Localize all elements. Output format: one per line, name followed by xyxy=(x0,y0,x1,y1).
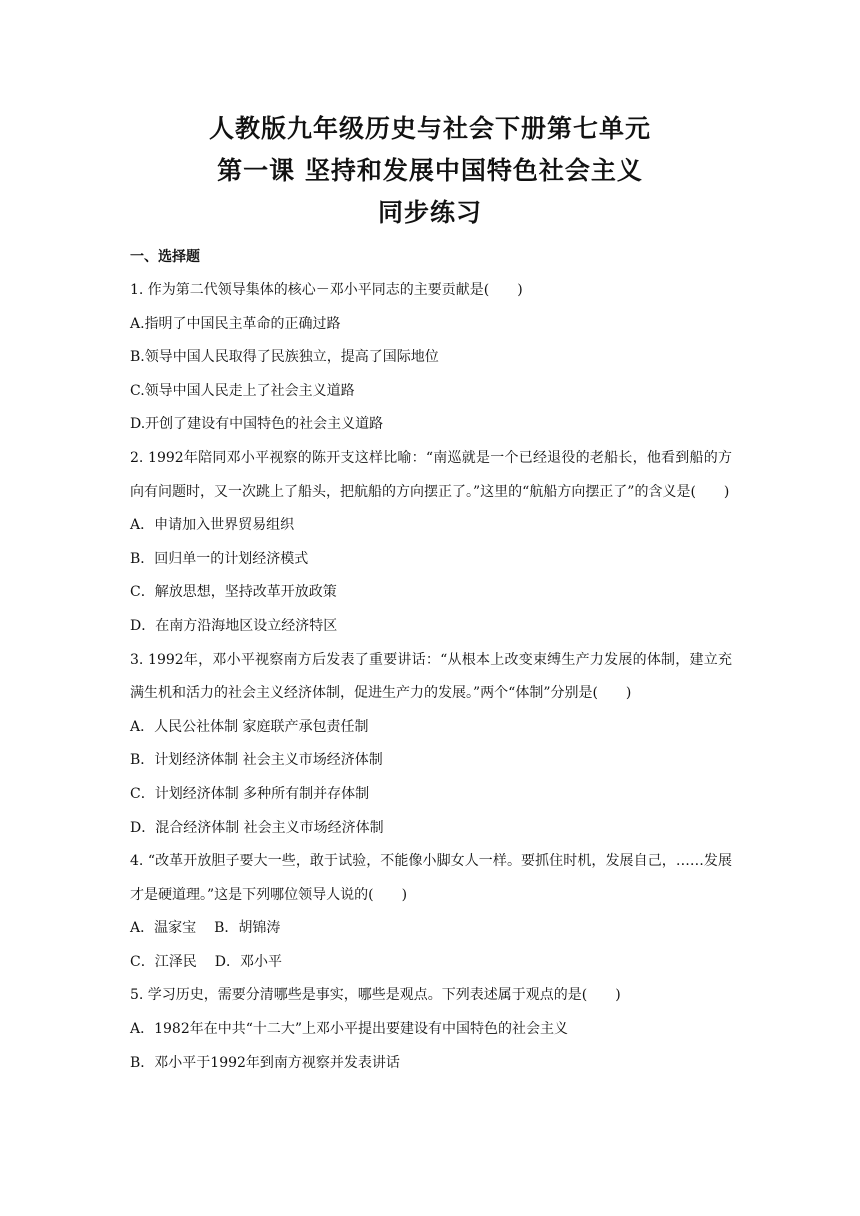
option-b: B.领导中国人民取得了民族独立，提高了国际地位 xyxy=(130,349,439,366)
question-stem: 2. 1992年陪同邓小平视察的陈开支这样比喻：“南巡就是一个已经退役的老船长，他看到船的方向有问题时，又一次跳上了船头，把航船的方向摆正了。”这里的“航船方向摆正了”的含义是( ) xyxy=(130,449,732,500)
question-stem: 1. 作为第二代领导集体的核心－邓小平同志的主要贡献是( ) xyxy=(130,282,523,298)
option-d: D．在南方沿海地区设立经济特区 xyxy=(130,617,338,634)
question-stem: 4. “改革开放胆子要大一些，敢于试验，不能像小脚女人一样。要抓住时机，发展自己，……发展才是硬道理。”这是下列哪位领导人说的( ) xyxy=(130,853,732,903)
option-d: D．混合经济体制 社会主义市场经济体制 xyxy=(130,819,384,836)
option-a: A．1982年在中共“十二大”上邓小平提出要建设有中国特色的社会主义 xyxy=(130,1021,569,1038)
option-b: B．回归单一的计划经济模式 xyxy=(130,550,309,567)
option-a: A.指明了中国民主革命的正确过路 xyxy=(130,315,341,332)
option-a: A．人民公社体制 家庭联产承包责任制 xyxy=(130,718,369,735)
option-row-ab xyxy=(130,912,732,946)
title-line-2: 第一课 坚持和发展中国特色社会主义 xyxy=(217,156,643,185)
option-a: A．温家宝 xyxy=(130,920,197,937)
question-4 xyxy=(130,845,732,979)
option-b: B．计划经济体制 社会主义市场经济体制 xyxy=(130,752,383,769)
option-d: D.开创了建设有中国特色的社会主义道路 xyxy=(130,416,384,433)
option-b: B．邓小平于1992年到南方视察并发表讲话 xyxy=(130,1054,400,1071)
exercise-content xyxy=(130,244,732,1080)
question-5 xyxy=(130,979,732,1080)
title-block xyxy=(0,108,860,234)
option-c: C．计划经济体制 多种所有制并存体制 xyxy=(130,785,370,802)
question-3 xyxy=(130,644,732,846)
option-b: B．胡锦涛 xyxy=(214,920,281,937)
title-line-3: 同步练习 xyxy=(377,198,482,227)
section-heading: 一、选择题 xyxy=(130,249,200,265)
option-c: C.领导中国人民走上了社会主义道路 xyxy=(130,382,355,399)
option-c: C．江泽民 xyxy=(130,953,197,970)
question-2 xyxy=(130,442,732,644)
question-stem: 3. 1992年，邓小平视察南方后发表了重要讲话：“从根本上改变束缚生产力发展的体制，建立充满生机和活力的社会主义经济体制，促进生产力的发展。”两个“体制”分别是( ) xyxy=(130,651,732,702)
question-1 xyxy=(130,274,732,442)
title-line-1: 人教版九年级历史与社会下册第七单元 xyxy=(208,114,651,143)
option-c: C．解放思想，坚持改革开放政策 xyxy=(130,584,337,601)
question-stem: 5. 学习历史，需要分清哪些是事实，哪些是观点。下列表述属于观点的是( ) xyxy=(130,987,621,1004)
option-row-cd xyxy=(130,946,732,980)
option-d: D．邓小平 xyxy=(214,953,282,970)
option-a: A．申请加入世界贸易组织 xyxy=(130,517,295,534)
